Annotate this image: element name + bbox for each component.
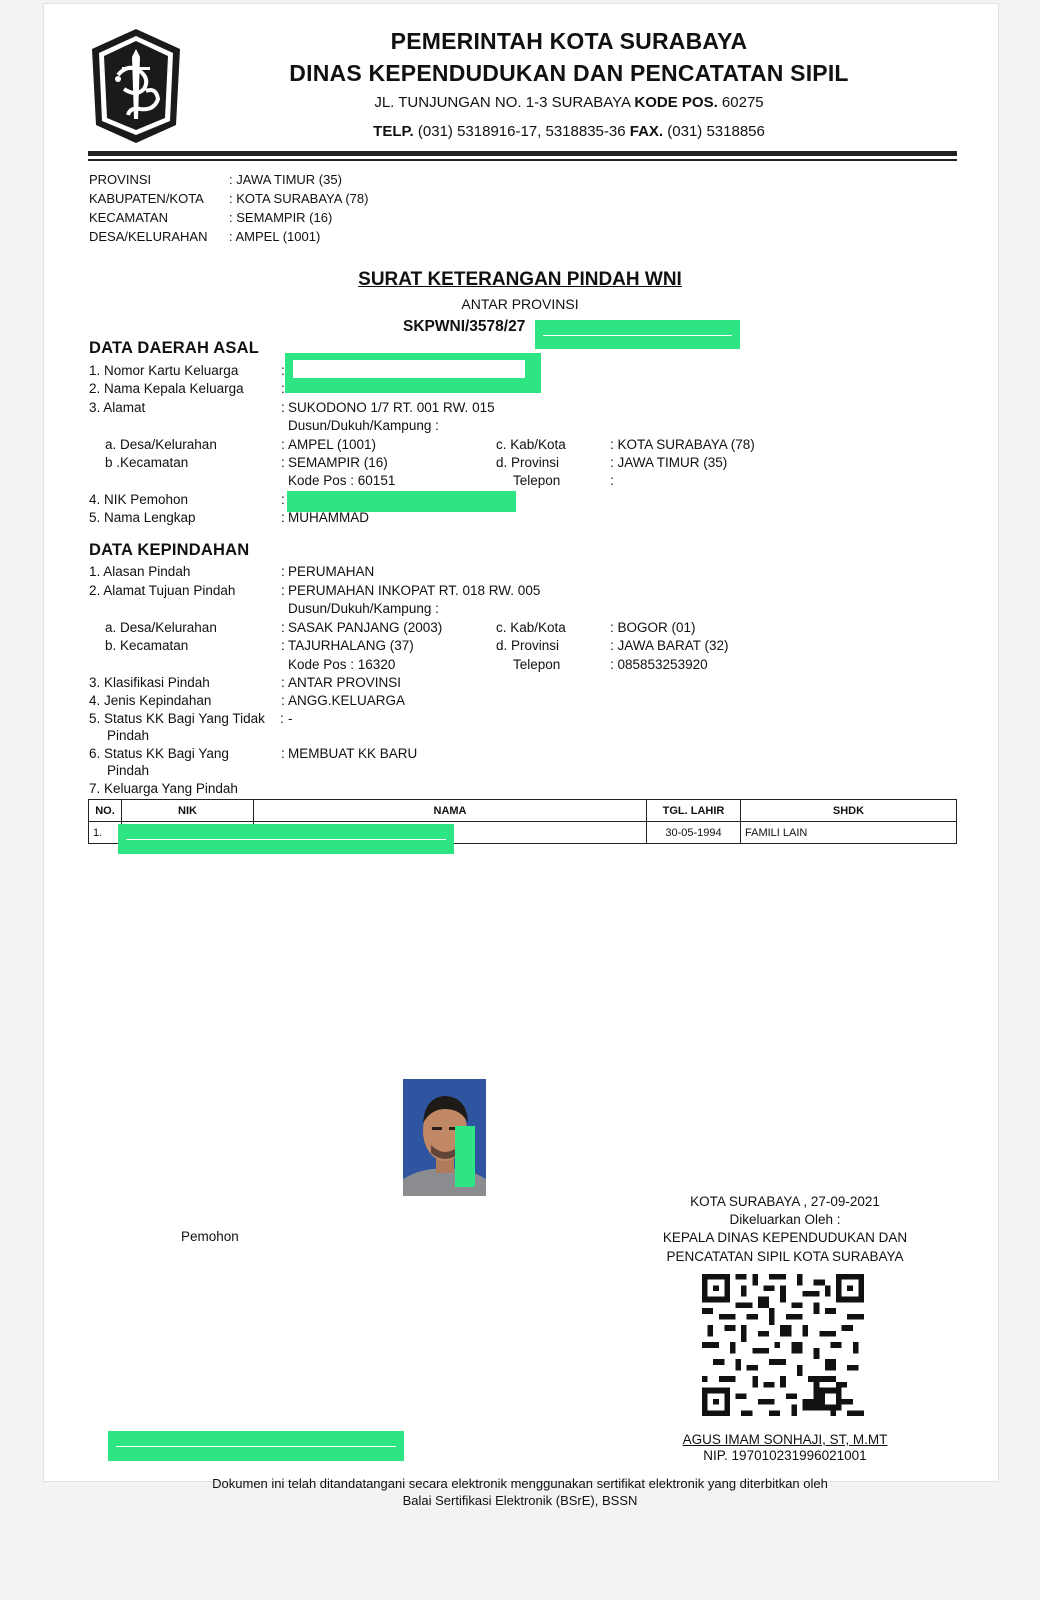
- pindah-label-telepon: Telepon: [513, 657, 561, 672]
- sign-issued-by: Dikeluarkan Oleh :: [729, 1212, 841, 1227]
- electronic-signature-note-line1: Dokumen ini telah ditandatangani secara elektronik menggunakan sertifikat elektronik yang diterbitkan oleh: [212, 1476, 828, 1491]
- asal-dusun-label: Dusun/Dukuh/Kampung :: [288, 418, 439, 433]
- asal-label-nomor-kk: 1. Nomor Kartu Keluarga: [89, 363, 239, 378]
- pindah-label-kecamatan: b. Kecamatan: [105, 638, 189, 653]
- kodepos-label: KODE POS.: [634, 94, 718, 111]
- asal-value-provinsi: : JAWA TIMUR (35): [610, 455, 728, 470]
- document-number: SKPWNI/3578/27: [403, 318, 526, 335]
- telp-label: TELP.: [373, 123, 414, 140]
- region-label-kabupaten: KABUPATEN/KOTA: [89, 191, 204, 206]
- pindah-label-jenis: 4. Jenis Kepindahan: [89, 693, 212, 708]
- official-name: AGUS IMAM SONHAJI, ST, M.MT: [682, 1432, 888, 1447]
- colon: :: [281, 381, 285, 396]
- pindah-label-status-tidak-pindah-cont: Pindah: [107, 728, 150, 743]
- pindah-label-klasifikasi: 3. Klasifikasi Pindah: [89, 675, 210, 690]
- asal-label-alamat: 3. Alamat: [89, 400, 146, 415]
- region-label-desa: DESA/KELURAHAN: [89, 229, 208, 244]
- fax-value: (031) 5318856: [663, 123, 765, 140]
- section-heading-asal: DATA DAERAH ASAL: [89, 339, 260, 357]
- region-label-kecamatan: KECAMATAN: [89, 210, 168, 225]
- header-department: DINAS KEPENDUDUKAN DAN PENCATATAN SIPIL: [289, 60, 849, 86]
- region-value-desa: : AMPEL (1001): [229, 229, 321, 244]
- redaction-pemohon-signature: [108, 1431, 404, 1461]
- asal-label-nik: 4. NIK Pemohon: [89, 492, 189, 507]
- pindah-label-keluarga: 7. Keluarga Yang Pindah: [89, 781, 238, 796]
- column-header-nik: NIK: [122, 800, 254, 822]
- asal-label-provinsi: d. Provinsi: [496, 455, 560, 470]
- address-text: JL. TUNJUNGAN NO. 1-3 SURABAYA: [374, 94, 635, 111]
- pindah-value-desa: SASAK PANJANG (2003): [288, 620, 443, 635]
- asal-value-desa: AMPEL (1001): [288, 437, 377, 452]
- pindah-value-provinsi: : JAWA BARAT (32): [610, 638, 729, 653]
- pindah-value-alasan: PERUMAHAN: [288, 564, 375, 579]
- kodepos-value: 60275: [717, 94, 764, 111]
- column-header-no: NO.: [89, 800, 122, 822]
- surabaya-city-emblem-icon: [88, 27, 184, 145]
- table-header-row: [89, 800, 957, 822]
- pindah-value-kabkota: : BOGOR (01): [610, 620, 696, 635]
- region-label-provinsi: PROVINSI: [89, 172, 152, 187]
- applicant-photo: [403, 1079, 486, 1196]
- pindah-label-status-pindah-cont: Pindah: [107, 763, 150, 778]
- asal-value-nama: MUHAMMAD: [288, 510, 369, 525]
- pindah-dusun-label: Dusun/Dukuh/Kampung :: [288, 601, 439, 616]
- region-value-kecamatan: : SEMAMPIR (16): [229, 210, 333, 225]
- pindah-value-status-pindah: MEMBUAT KK BARU: [288, 746, 418, 761]
- colon: :: [281, 400, 285, 415]
- column-header-shdk: SHDK: [741, 800, 957, 822]
- asal-label-kabkota: c. Kab/Kota: [496, 437, 566, 452]
- pindah-value-telepon: : 085853253920: [610, 657, 708, 672]
- pindah-label-provinsi: d. Provinsi: [496, 638, 560, 653]
- sign-office-line1: KEPALA DINAS KEPENDUDUKAN DAN: [662, 1230, 908, 1245]
- colon: :: [281, 620, 285, 635]
- asal-value-kecamatan: SEMAMPIR (16): [288, 455, 388, 470]
- pindah-label-alasan: 1. Alasan Pindah: [89, 564, 191, 579]
- pindah-value-klasifikasi: ANTAR PROVINSI: [288, 675, 402, 690]
- redaction-nik-pemohon: [287, 491, 516, 512]
- colon: :: [281, 638, 285, 653]
- header-divider-thick: [88, 151, 957, 156]
- column-header-tgl-lahir: TGL. LAHIR: [647, 800, 741, 822]
- asal-kodepos: Kode Pos : 60151: [288, 473, 396, 488]
- pindah-value-jenis: ANGG.KELUARGA: [288, 693, 406, 708]
- colon: :: [281, 564, 285, 579]
- pindah-value-kecamatan: TAJURHALANG (37): [288, 638, 414, 653]
- document-subtitle: ANTAR PROVINSI: [461, 296, 579, 312]
- qr-code-icon: [702, 1274, 864, 1416]
- asal-label-desa: a. Desa/Kelurahan: [105, 437, 217, 452]
- colon: :: [281, 693, 285, 708]
- sign-place-date: KOTA SURABAYA , 27-09-2021: [690, 1194, 880, 1209]
- asal-value-kabkota: : KOTA SURABAYA (78): [610, 437, 755, 452]
- colon: :: [281, 437, 285, 452]
- pindah-label-alamat: 2. Alamat Tujuan Pindah: [89, 583, 236, 598]
- pindah-label-desa: a. Desa/Kelurahan: [105, 620, 217, 635]
- fax-label: FAX.: [629, 123, 664, 140]
- electronic-signature-note-line2: Balai Sertifikasi Elektronik (BSrE), BSSN: [402, 1493, 638, 1508]
- asal-label-telepon: Telepon: [513, 473, 561, 488]
- pemohon-label: Pemohon: [181, 1229, 239, 1244]
- colon: :: [281, 510, 285, 525]
- colon: :: [281, 492, 285, 507]
- pindah-label-kabkota: c. Kab/Kota: [496, 620, 566, 635]
- colon: :: [281, 455, 285, 470]
- cell-no: 1.: [89, 822, 122, 844]
- pindah-label-status-tidak-pindah: 5. Status KK Bagi Yang Tidak: [89, 711, 265, 726]
- column-header-nama: NAMA: [254, 800, 647, 822]
- redaction-photo: [455, 1126, 475, 1187]
- colon: :: [281, 363, 285, 378]
- region-value-kabupaten: : KOTA SURABAYA (78): [229, 191, 369, 206]
- pindah-value-alamat: PERUMAHAN INKOPAT RT. 018 RW. 005: [288, 583, 541, 598]
- asal-value-telepon: :: [610, 473, 614, 488]
- colon: :: [281, 583, 285, 598]
- document-title: SURAT KETERANGAN PINDAH WNI: [358, 269, 682, 290]
- pindah-value-status-tidak-pindah: -: [288, 711, 293, 726]
- colon: :: [281, 675, 285, 690]
- cell-shdk: FAMILI LAIN: [741, 822, 957, 844]
- redaction-family-nik-name: [118, 824, 454, 854]
- telp-value: (031) 5318916-17, 5318835-36: [413, 123, 630, 140]
- header-address: [254, 94, 884, 111]
- header-divider-thin: [88, 159, 957, 161]
- asal-value-alamat: SUKODONO 1/7 RT. 001 RW. 015: [288, 400, 495, 415]
- section-heading-kepindahan: DATA KEPINDAHAN: [89, 541, 250, 559]
- header-government: PEMERINTAH KOTA SURABAYA: [390, 28, 748, 54]
- header-contact: [254, 123, 884, 140]
- pindah-kodepos: Kode Pos : 16320: [288, 657, 396, 672]
- sign-office-line2: PENCATATAN SIPIL KOTA SURABAYA: [666, 1249, 904, 1264]
- colon: :: [280, 711, 284, 726]
- pindah-label-status-pindah: 6. Status KK Bagi Yang: [89, 746, 229, 761]
- region-value-provinsi: : JAWA TIMUR (35): [229, 172, 342, 187]
- colon: :: [281, 746, 285, 761]
- asal-label-kecamatan: b .Kecamatan: [105, 455, 189, 470]
- asal-label-kepala-keluarga: 2. Nama Kepala Keluarga: [89, 381, 244, 396]
- asal-label-nama: 5. Nama Lengkap: [89, 510, 196, 525]
- cell-tgl-lahir: 30-05-1994: [647, 822, 741, 844]
- redaction-document-number: [535, 320, 740, 349]
- redaction-nomor-kk: [285, 353, 541, 393]
- official-nip: NIP. 197010231996021001: [703, 1448, 867, 1463]
